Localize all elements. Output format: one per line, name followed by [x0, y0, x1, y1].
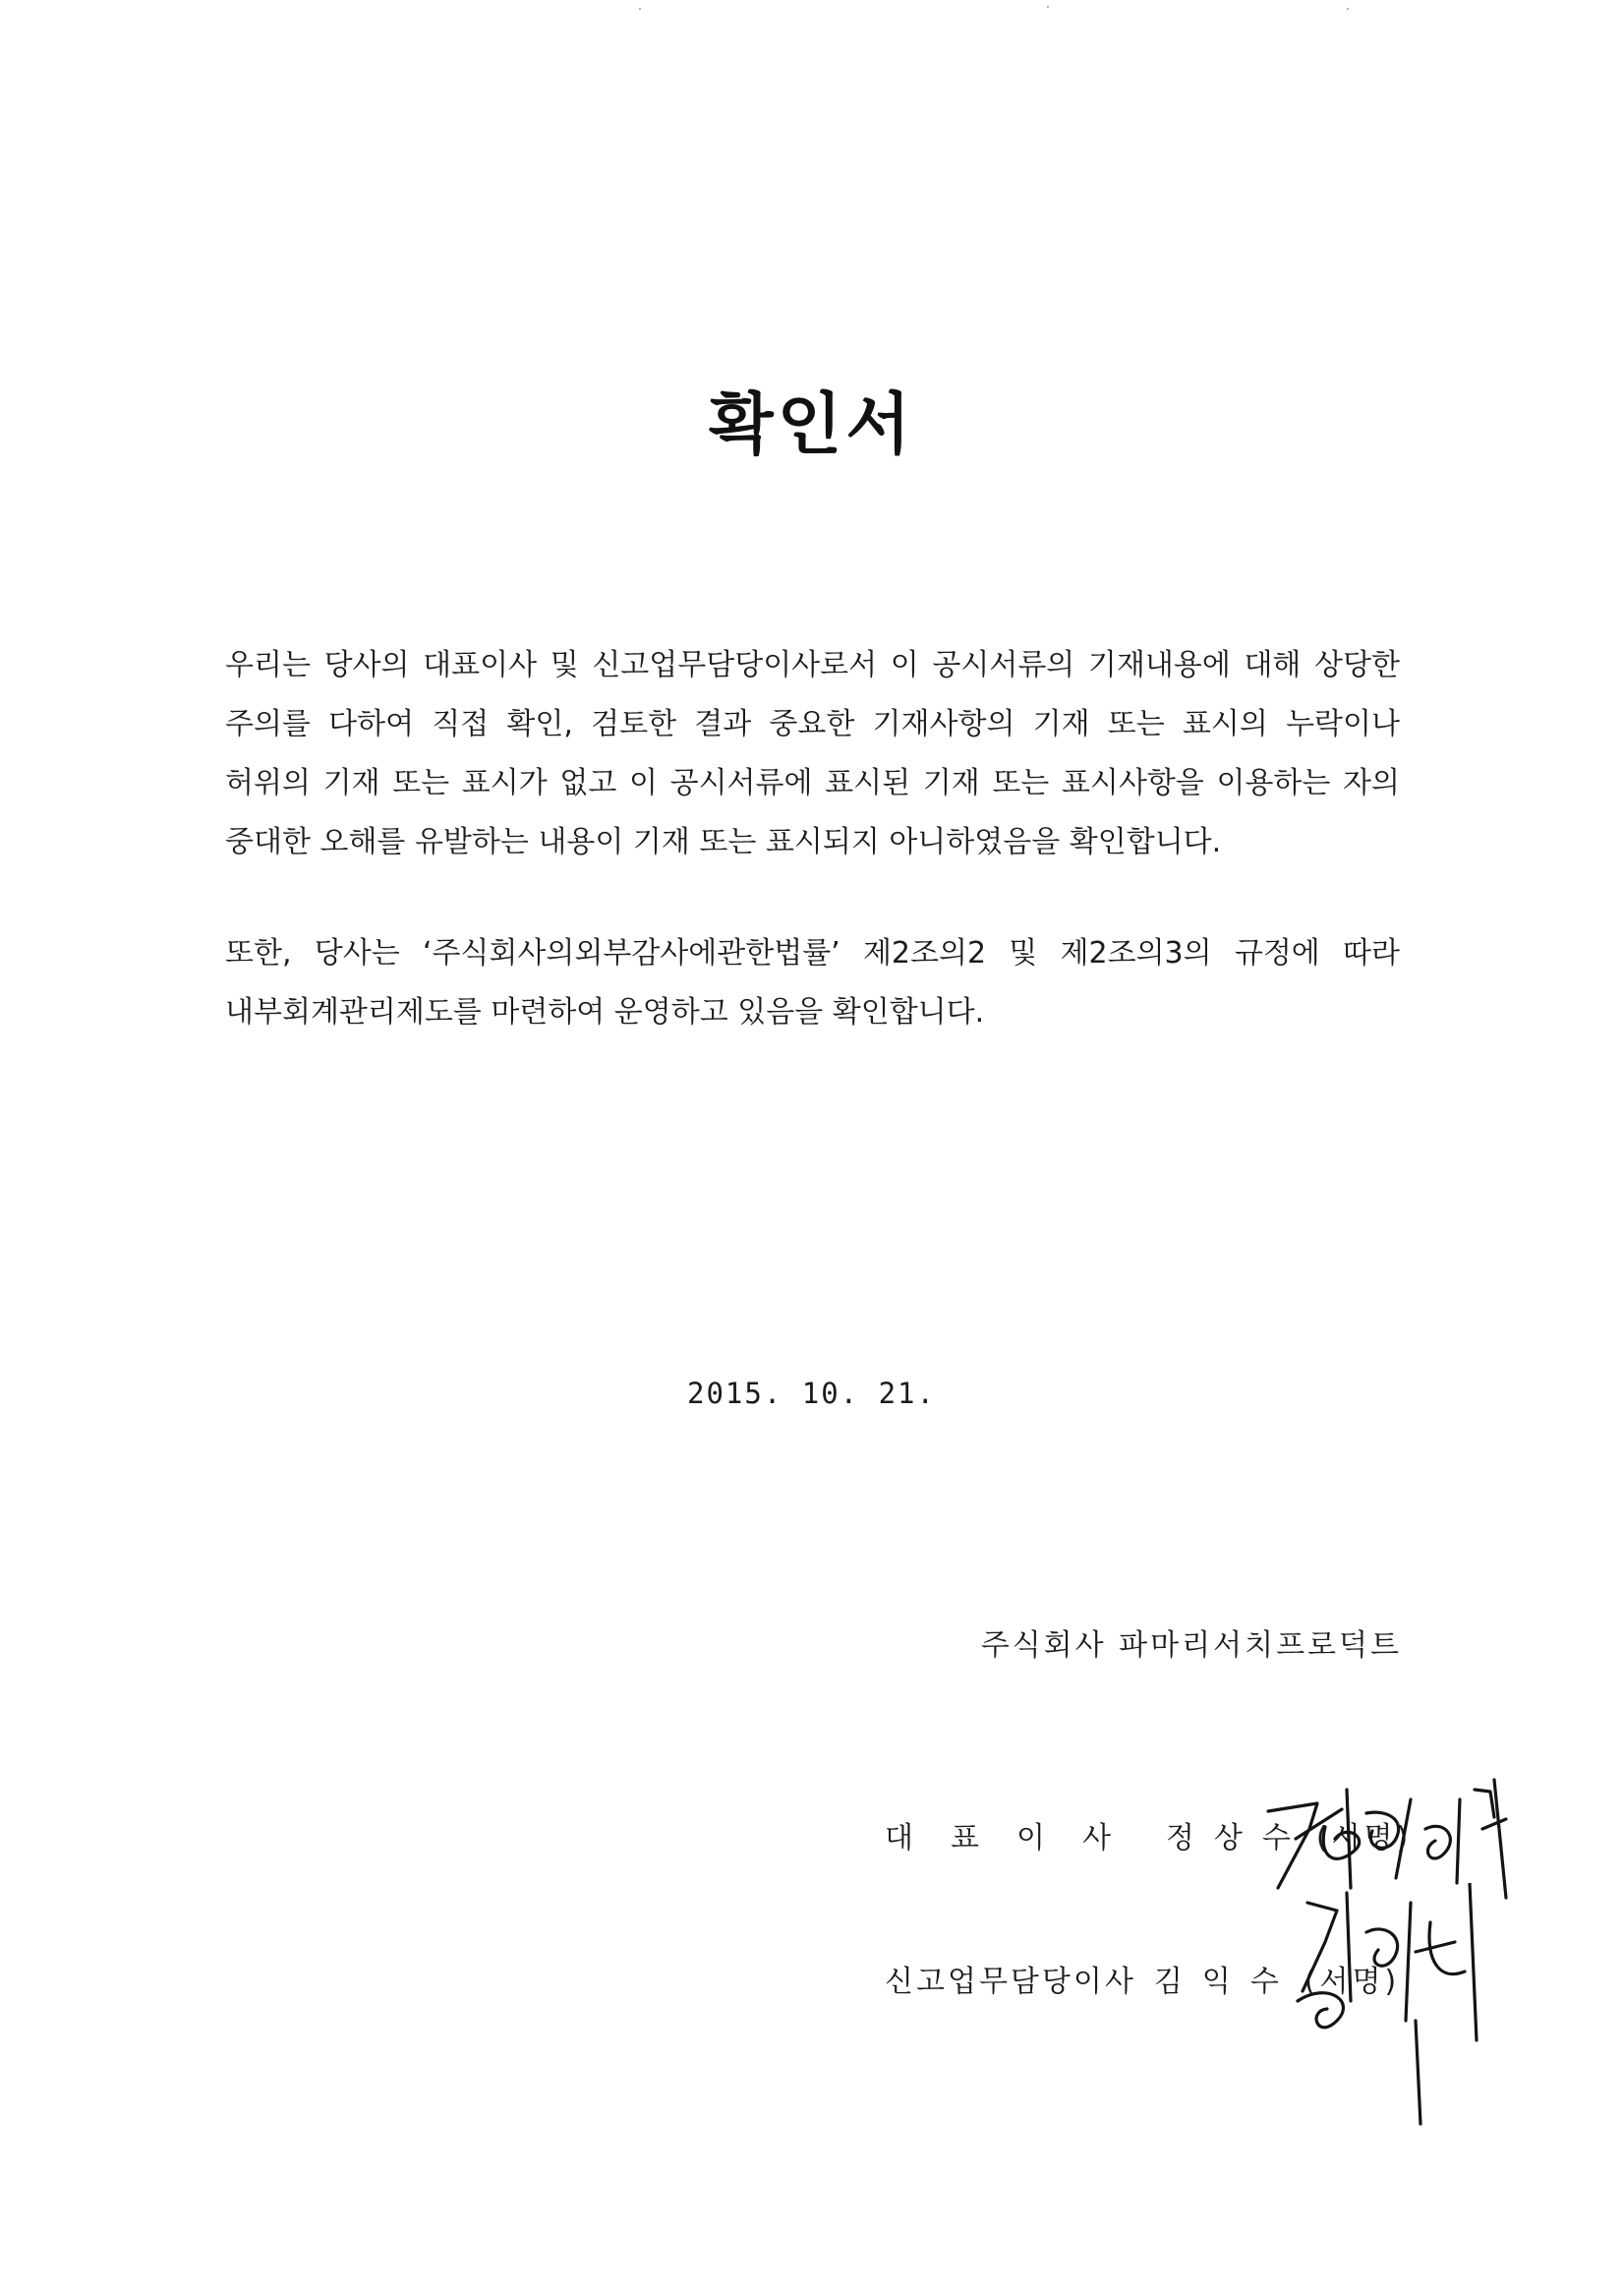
signature-placeholder: (서명): [1304, 1965, 1401, 1999]
scan-speck: [1347, 8, 1349, 10]
body-paragraph-internal-control: 또한, 당사는 ‘주식회사의외부감사에관한법률’ 제2조의2 및 제2조의3의 규정에 따라 내부회계관리제도를 마련하여 운영하고 있음을 확인합니다.: [225, 936, 1400, 1030]
scan-speck: [1047, 6, 1049, 8]
document-title: 확인서: [708, 386, 915, 464]
signature-placeholder: (서명): [1315, 1821, 1413, 1855]
signatory-ceo: [885, 1813, 1412, 1856]
signatory-name: 김익수: [1153, 1965, 1299, 1999]
body-paragraph-confirmation: 우리는 당사의 대표이사 및 신고업무담당이사로서 이 공시서류의 기재내용에 대해 상당한 주의를 다하여 직접 확인, 검토한 결과 중요한 기재사항의 기재 또는 표시의 누락이나 허위의 기재 또는 표시가 없고 이 공시서류에 표시된 기재 또는 표시사항을 이용하는 자의 중대한 오해를 유발하는 내용이 기재 또는 표시되지 아니하였음을 확인합니다.: [225, 648, 1400, 859]
company-name: 주식회사 파마리서치프로덕트: [980, 1628, 1402, 1663]
handwritten-signature-disclosure-officer: [1268, 1883, 1494, 2129]
scan-speck: [639, 8, 641, 10]
document-date: 2015. 10. 21.: [687, 1377, 936, 1410]
signatory-disclosure-officer: [885, 1957, 1400, 2000]
signatory-role: 신고업무담당이사: [885, 1965, 1136, 1999]
signatory-role: 대표이사: [885, 1821, 1148, 1855]
signatory-name: 정상수: [1165, 1821, 1310, 1855]
